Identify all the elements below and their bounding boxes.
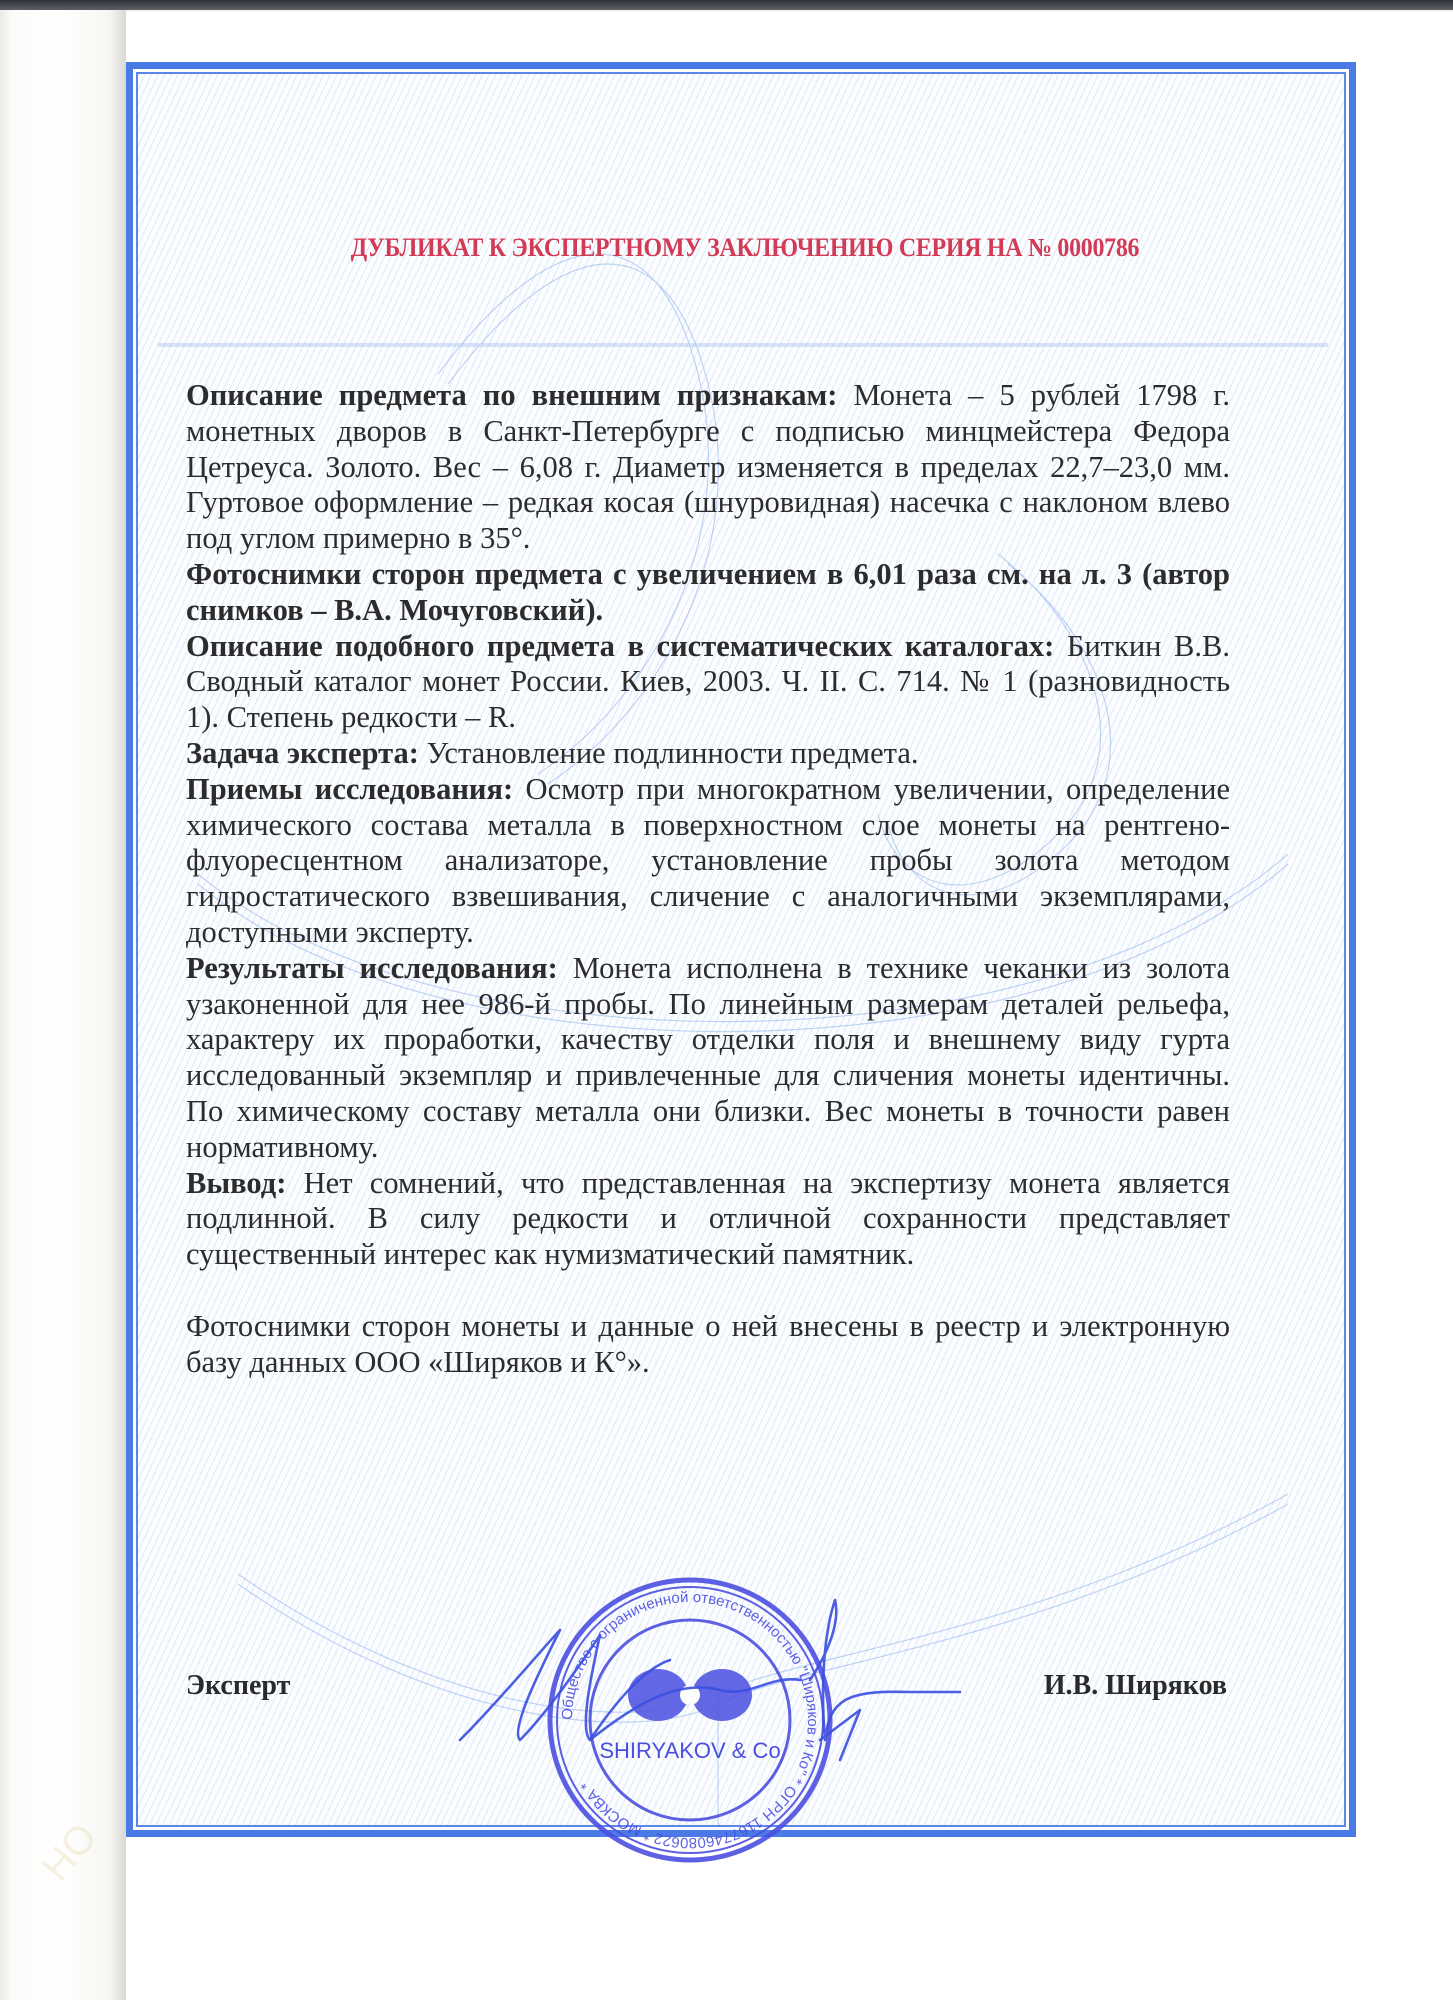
registry-note: Фотоснимки сторон монеты и данные о ней внесены в реестр и электронную базу данных ООО «Ширяков и К°». (186, 1308, 1230, 1379)
section-label: Результаты исследования: (186, 950, 558, 985)
expert-label: Эксперт (186, 1670, 291, 1701)
section-text: Осмотр при многократном увеличении, определение химического состава металла в поверхностном слое монеты на рентгено-флуоресцентном анализаторе, установление пробы золота методом гидростатического взвешивания, сличение с аналогичными экземплярами, доступными эксперту. (186, 771, 1231, 949)
facing-page-edge (0, 10, 126, 2000)
section-description (186, 378, 1230, 557)
section-text: Установление подлинности предмета. (418, 735, 919, 770)
section-photos (186, 557, 1230, 629)
scan-top-edge (0, 0, 1453, 10)
section-label: Фотоснимки сторон предмета с увеличением в 6,01 раза см. на л. 3 (автор снимков – В.А. Мочуговский). (186, 556, 1230, 627)
section-label: Вывод: (186, 1165, 287, 1200)
expert-name: И.В. Ширяков (1043, 1670, 1227, 1701)
section-label: Приемы исследования: (186, 771, 514, 806)
facing-page-watermark: НО (33, 1815, 106, 1890)
section-text: Монета – 5 рублей 1798 г. монетных дворов в Санкт-Петербурге с подписью минцмейстера Федора Цетреуса. Золото. Вес – 6,08 г. Диаметр изменяется в пределах 22,7–23,0 мм. Гуртовое оформление – редкая косая (шнуровидная) насечка с наклоном влево под углом примерно в 35°. (186, 378, 1231, 556)
section-task (186, 736, 1230, 772)
section-label: Задача эксперта: (186, 735, 419, 770)
document-title: ДУБЛИКАТ К ЭКСПЕРТНОМУ ЗАКЛЮЧЕНИЮ СЕРИЯ НА № 0000786 (350, 233, 1140, 262)
expert-signature (440, 1580, 1000, 1800)
seal-center-text: SHIRYAKOV & Co (599, 1738, 781, 1763)
section-conclusion (186, 1166, 1230, 1273)
section-results (186, 951, 1230, 1166)
seal-ring-text: Общество с ограниченной ответственностью "Ширяков и Ко" * ОГРН 1167746080622 * МОСКВА * (558, 1588, 822, 1852)
section-label: Описание предмета по внешним признакам: (186, 378, 838, 412)
spacer (186, 1273, 1230, 1309)
section-methods (186, 772, 1230, 951)
certificate-body (186, 378, 1230, 1381)
section-text: Биткин В.В. Сводный каталог монет России. Киев, 2003. Ч. II. С. 714. № 1 (разновидность 1). Степень редкости – R. (186, 628, 1230, 735)
section-text: Нет сомнений, что представленная на экспертизу монета является подлинной. В силу редкости и отличной сохранности представляет существенный интерес как нумизматический памятник. (186, 1165, 1230, 1272)
section-text: Монета исполнена в технике чеканки из золота узаконенной для нее 986-й пробы. По линейным размерам деталей рельефа, характеру их проработки, качеству отделки поля и внешнему виду гурта исследованный экземпляр и привлеченные для сличения монеты идентичны. По химическому составу металла они близки. Вес монеты в точности равен нормативному. (186, 950, 1230, 1164)
section-label: Описание подобного предмета в систематических каталогах: (186, 628, 1055, 663)
section-catalog (186, 629, 1230, 736)
